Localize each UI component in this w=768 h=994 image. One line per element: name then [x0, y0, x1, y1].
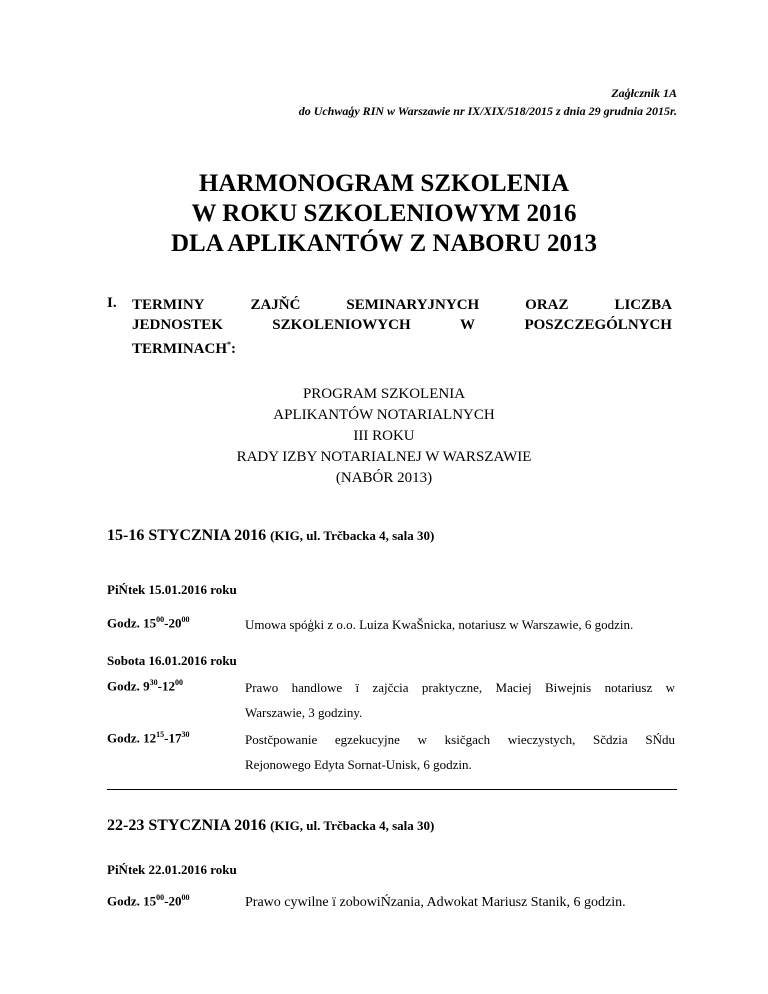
- section-number: I.: [107, 295, 117, 311]
- resolution-reference: do Uchwaģy RIN w Warszawie nr IX/XIX/518/2015 z dnia 29 grudnia 2015r.: [298, 104, 677, 118]
- annex-label: Zaģłcznik 1A: [611, 86, 677, 100]
- godz-label: Godz.: [107, 893, 140, 909]
- date-range: 22-23 STYCZNIA 2016: [107, 817, 267, 834]
- time-hour: 20: [168, 893, 182, 909]
- location: (KIG, ul. Trčbacka 4, sala 30): [270, 818, 435, 833]
- section-heading-line3: [132, 335, 672, 359]
- day-label: Sobota 16.01.2016 roku: [107, 653, 237, 668]
- document-title-line1: HARMONOGRAM SZKOLENIA: [198, 170, 570, 197]
- section-word: SZKOLENIOWYCH: [272, 317, 411, 333]
- date-range: 15-16 STYCZNIA 2016: [107, 527, 267, 544]
- program-line5: (NABÓR 2013): [335, 470, 433, 486]
- session-description: Umowa spóģki z o.o. Luiza KwaŠnicka, notariusz w Warszawie, 6 godzin.: [245, 617, 634, 632]
- time-minute: 00: [156, 615, 165, 624]
- session-time: Godz. $9^{30}-12^{00}$: [107, 678, 183, 694]
- document-title-line3: DLA APLIKANTÓW Z NABORU 2013: [171, 230, 597, 257]
- section-word: JEDNOSTEK: [132, 317, 223, 333]
- section-word: ZAJŇĆ: [250, 297, 301, 313]
- section-heading-line1: [132, 295, 672, 315]
- session-description-line1: Prawo handlowe ï zajčcia praktyczne, Maciej Biwejnis notariusz w: [245, 680, 675, 695]
- time-minute: 00: [181, 893, 190, 902]
- time-hour: 9: [143, 678, 150, 694]
- section-divider: [107, 789, 677, 790]
- godz-label: Godz.: [107, 730, 140, 746]
- section-heading: [132, 295, 672, 359]
- time-minute: 00: [156, 893, 165, 902]
- session-description: Prawo cywilne ï zobowiŃzania, Adwokat Mariusz Stanik, 6 godzin.: [245, 895, 626, 910]
- time-hour: 15: [143, 615, 157, 631]
- time-minute: 00: [181, 615, 190, 624]
- program-line4: RADY IZBY NOTARIALNEJ W WARSZAWIE: [236, 449, 532, 465]
- section-word: SEMINARYJNYCH: [346, 297, 480, 313]
- section-word: LICZBA: [614, 297, 672, 313]
- time-hour: 17: [168, 730, 182, 746]
- program-line1: PROGRAM SZKOLENIA: [302, 386, 466, 402]
- godz-label: Godz.: [107, 615, 140, 631]
- day-label: PiŃtek 15.01.2016 roku: [107, 582, 237, 597]
- section-heading-line2: [132, 315, 672, 335]
- session-description-line1: Postčpowanie egzekucyjne w ksičgach wieczystych, Sčdzia SŃdu: [245, 732, 675, 747]
- section-word: TERMINY: [132, 297, 205, 313]
- session-description-line2: Warszawie, 3 godziny.: [245, 705, 363, 720]
- time-minute: 30: [181, 730, 190, 739]
- block-date-heading: [107, 817, 434, 835]
- time-minute: 00: [174, 678, 183, 687]
- location: (KIG, ul. Trčbacka 4, sala 30): [270, 528, 435, 543]
- section-word: TERMINACH: [132, 341, 228, 357]
- section-word: ORAZ: [525, 297, 569, 313]
- time-minute: 15: [156, 730, 165, 739]
- session-time: Godz. $12^{15}-17^{30}$: [107, 730, 190, 746]
- godz-label: Godz.: [107, 678, 140, 694]
- time-hour: 15: [143, 893, 157, 909]
- session-description-line2: Rejonowego Edyta Sornat-Unisk, 6 godzin.: [245, 757, 472, 772]
- time-hour: 12: [143, 730, 157, 746]
- program-line3: III ROKU: [353, 428, 415, 444]
- block-date-heading: [107, 527, 434, 545]
- time-hour: 12: [161, 678, 175, 694]
- session-time: Godz. $15^{00}-20^{00}$: [107, 893, 190, 909]
- footnote-mark: *: [227, 340, 232, 349]
- time-hour: 20: [168, 615, 182, 631]
- section-colon: :: [231, 341, 237, 357]
- session-time: Godz. $15^{00}-20^{00}$: [107, 615, 190, 631]
- program-line2: APLIKANTÓW NOTARIALNYCH: [273, 407, 495, 423]
- day-label: PiŃtek 22.01.2016 roku: [107, 862, 237, 877]
- time-minute: 30: [149, 678, 158, 687]
- section-word: W: [460, 317, 476, 333]
- document-title-line2: W ROKU SZKOLENIOWYM 2016: [191, 200, 577, 227]
- section-word: POSZCZEGÓLNYCH: [524, 317, 672, 333]
